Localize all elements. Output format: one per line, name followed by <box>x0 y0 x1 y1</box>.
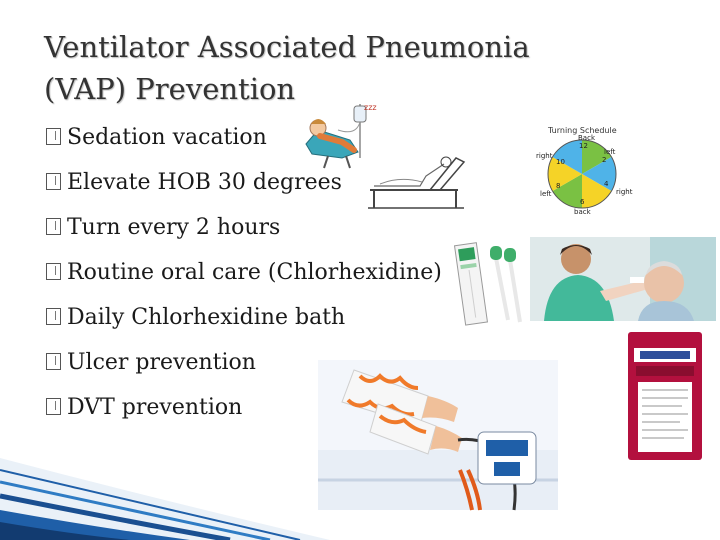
dvt-compression-device-photo <box>318 360 558 510</box>
slide-title <box>44 26 644 110</box>
svg-text:zzz: zzz <box>364 103 377 112</box>
clock-label: 6 <box>580 198 585 206</box>
clock-label: back <box>574 208 591 216</box>
bullet-marker-icon <box>46 308 61 325</box>
clock-label: 12 <box>579 142 588 150</box>
slide-title-line-2: (VAP) Prevention <box>44 72 296 106</box>
clock-label: left <box>604 148 616 156</box>
oral-care-swabs-image <box>450 240 526 326</box>
bullet-text: DVT prevention <box>67 395 243 420</box>
bullet-text: Ulcer prevention <box>67 350 256 375</box>
clock-label: 10 <box>556 158 565 166</box>
bullet-marker-icon <box>46 128 61 145</box>
turning-schedule-heading: Turning Schedule <box>548 126 617 135</box>
bullet-marker-icon <box>46 398 61 415</box>
bullet-text: Turn every 2 hours <box>67 215 281 240</box>
clock-label: 4 <box>604 180 609 188</box>
bullet-item <box>46 210 280 246</box>
chlorhexidine-wipes-pack-image <box>622 328 708 464</box>
bullet-item <box>46 345 256 381</box>
bullet-marker-icon <box>46 218 61 235</box>
clock-label: 8 <box>556 182 561 190</box>
bullet-text: Elevate HOB 30 degrees <box>67 170 342 195</box>
hob-elevated-bed-image <box>360 150 472 214</box>
clock-label: Back <box>578 134 595 142</box>
bullet-marker-icon <box>46 353 61 370</box>
turning-schedule-clock-image <box>534 124 633 216</box>
clock-label: 2 <box>602 156 607 164</box>
oral-care-photo <box>530 237 716 321</box>
bullet-text: Daily Chlorhexidine bath <box>67 305 346 330</box>
bullet-item <box>46 255 442 291</box>
bullet-text: Routine oral care (Chlorhexidine) <box>67 260 442 285</box>
bullet-text: Sedation vacation <box>67 125 267 150</box>
bullet-item <box>46 120 267 156</box>
bullet-marker-icon <box>46 173 61 190</box>
clock-label: right <box>536 152 553 160</box>
slide-title-line-1: Ventilator Associated Pneumonia <box>44 30 530 64</box>
bullet-marker-icon <box>46 263 61 280</box>
clock-label: right <box>616 188 633 196</box>
bullet-item <box>46 390 242 426</box>
clock-label: left <box>540 190 552 198</box>
bullet-item <box>46 300 345 336</box>
